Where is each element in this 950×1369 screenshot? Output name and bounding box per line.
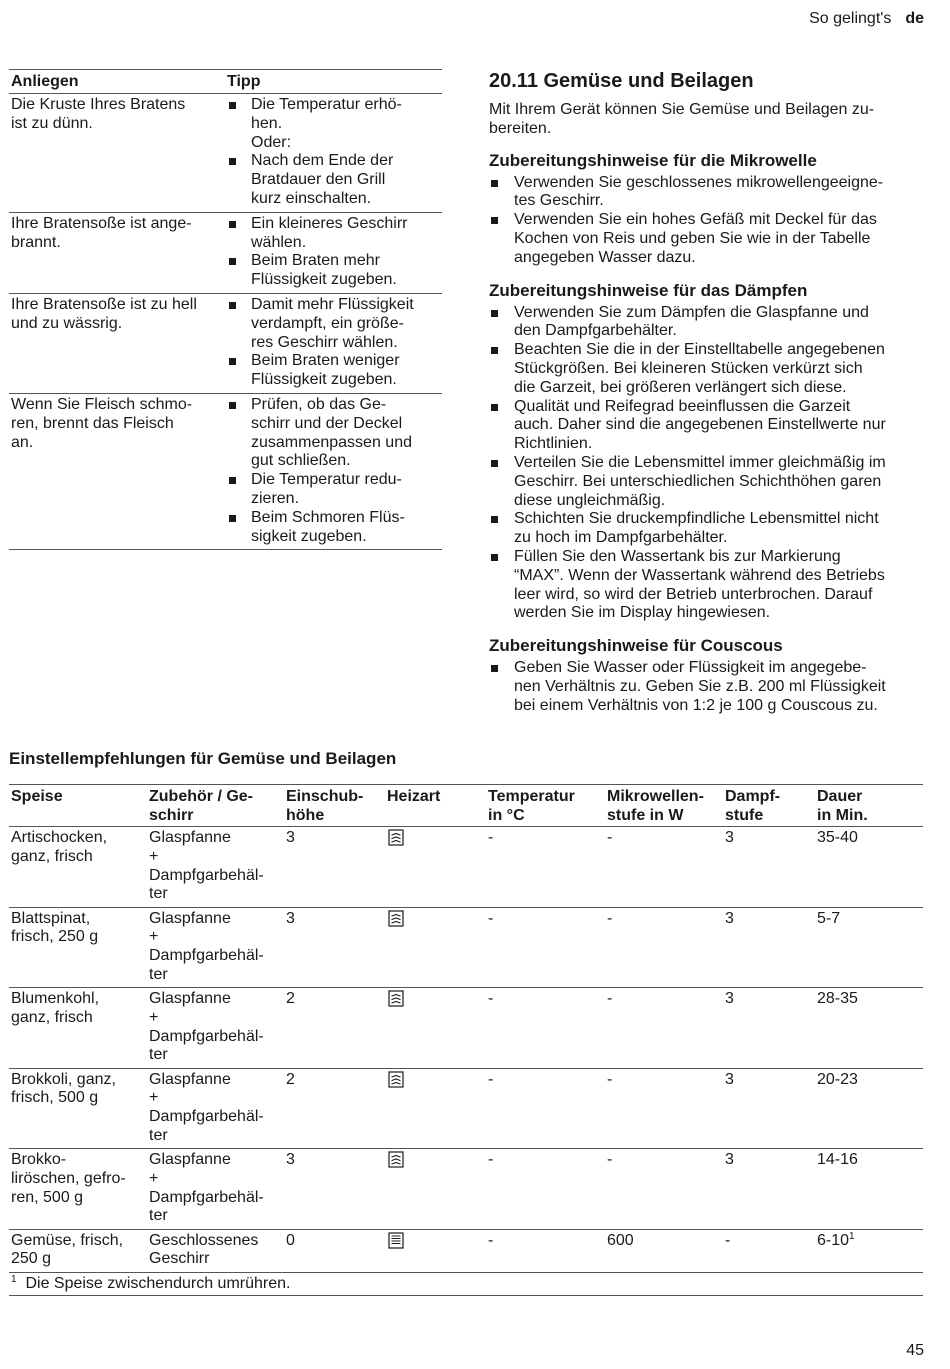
- text-line: in °C: [488, 806, 525, 824]
- level-cell: 2: [286, 1070, 295, 1088]
- tip-item: [227, 509, 442, 547]
- temperature-cell: -: [488, 1070, 494, 1088]
- tip-item: [227, 152, 442, 208]
- tips-issue-cell: [9, 96, 227, 209]
- text-line: Verteilen Sie die Lebensmittel immer gleichmäßig im: [514, 453, 886, 471]
- accessory-cell: [147, 990, 284, 1068]
- tips-row: [9, 213, 442, 294]
- heating-mode-cell: [385, 1071, 486, 1149]
- microwave-level-cell: -: [607, 990, 613, 1007]
- tips-issue-cell: [9, 215, 227, 290]
- text-line: liröschen, gefro-: [11, 1169, 126, 1187]
- level-cell: 2: [286, 990, 295, 1007]
- steam-level-cell: 3: [725, 1070, 734, 1088]
- heating-mode-cell: [385, 990, 486, 1068]
- tips-tip-list: [227, 215, 442, 290]
- table-row: [9, 908, 923, 989]
- text-line: Kochen von Reis und geben Sie wie in der Tabelle: [514, 229, 871, 247]
- text-line: schirr und der Deckel: [251, 414, 403, 432]
- text-line: den Dampfgarbehälter.: [514, 322, 677, 340]
- text-line: Blattspinat,: [11, 909, 91, 927]
- text-line: gut schließen.: [251, 452, 351, 470]
- vegetables-section: [489, 69, 929, 729]
- text-line: frisch, 500 g: [11, 1089, 99, 1107]
- text-line: Bratdauer den Grill: [251, 171, 386, 189]
- text-line: Gemüse, frisch,: [11, 1231, 124, 1249]
- tip-item: [227, 252, 442, 290]
- text-line: Qualität und Reifegrad beeinflussen die Garzeit: [514, 397, 851, 415]
- steam-icon: [388, 910, 404, 927]
- tips-table-header: [9, 70, 442, 94]
- text-line: Richtlinien.: [514, 435, 593, 453]
- column-header: [385, 788, 486, 826]
- text-line: wählen.: [251, 233, 307, 251]
- text-line: kurz einschalten.: [251, 189, 372, 207]
- text-line: Glaspfanne: [149, 1151, 231, 1168]
- steam-level-cell: -: [725, 1231, 731, 1249]
- steam-icon: [388, 829, 404, 846]
- text-line: brannt.: [11, 233, 61, 251]
- text-line: Die Temperatur redu-: [251, 471, 402, 489]
- page-number: 45: [906, 1342, 924, 1360]
- microwave-hints-list: [489, 174, 929, 268]
- tips-issue-cell: [9, 396, 227, 546]
- text-line: an.: [11, 433, 34, 451]
- microwave-level-cell: 600: [607, 1231, 634, 1249]
- text-line: Geschirr. Bei unterschiedlichen Schichthöhen garen: [514, 472, 882, 490]
- steam-level-cell: 3: [725, 990, 734, 1007]
- text-line: und zu wässrig.: [11, 314, 123, 332]
- text-line: stufe in W: [607, 806, 684, 824]
- text-line: Mikrowellen-: [607, 788, 704, 805]
- text-line: +: [149, 1169, 159, 1187]
- microwave-level-cell: -: [607, 1070, 613, 1088]
- accessory-cell: [147, 1151, 284, 1229]
- tips-row: [9, 294, 442, 394]
- column-header: [723, 788, 815, 826]
- column-header: [147, 788, 284, 826]
- text-line: Nach dem Ende der: [251, 152, 394, 170]
- couscous-hints-list: [489, 659, 929, 715]
- text-line: Glaspfanne: [149, 829, 231, 846]
- text-line: ren, brennt das Fleisch: [11, 414, 174, 432]
- duration-cell: [815, 910, 923, 988]
- text-line: +: [149, 928, 159, 946]
- settings-table-title: Einstellempfehlungen für Gemüse und Beilagen: [9, 749, 397, 768]
- text-line: Einschub-: [286, 788, 364, 805]
- accessory-cell: [147, 829, 284, 907]
- level-cell: 3: [286, 909, 295, 927]
- text-line: Füllen Sie den Wassertank bis zur Markierung: [514, 547, 841, 565]
- table-row: [9, 1069, 923, 1150]
- text-line: höhe: [286, 806, 325, 824]
- column-header: [486, 788, 605, 826]
- text-line: Die Temperatur erhö-: [251, 96, 402, 113]
- hint-item: [489, 304, 929, 342]
- duration-cell: [815, 1232, 923, 1272]
- text-line: Glaspfanne: [149, 990, 231, 1007]
- microwave-icon: [388, 1232, 404, 1249]
- temperature-cell: -: [488, 909, 494, 927]
- steam-level-cell: 3: [725, 909, 734, 927]
- text-line: Stückgrößen. Bei kleineren Stücken verkürzt sich: [514, 359, 863, 377]
- table-row: [9, 1230, 923, 1273]
- text-line: ter: [149, 1126, 168, 1144]
- text-line: auch. Daher sind die angegebenen Einstellwerte nur: [514, 416, 886, 434]
- text-line: Geschirr: [149, 1250, 210, 1268]
- text-line: Prüfen, ob das Ge-: [251, 395, 387, 413]
- text-line: in Min.: [817, 806, 868, 824]
- text-line: Brokko-: [11, 1151, 67, 1168]
- text-line: Dampfgarbehäl-: [149, 1188, 264, 1206]
- column-header: [815, 788, 923, 826]
- text-line: bei einem Verhältnis von 1:2 je 100 g Couscous zu.: [514, 696, 878, 714]
- food-cell: [9, 1071, 147, 1149]
- food-cell: [9, 1151, 147, 1229]
- duration-value: 14-16: [817, 1151, 858, 1168]
- text-line: sigkeit zugeben.: [251, 527, 367, 545]
- steam-hints-list: [489, 304, 929, 624]
- accessory-cell: [147, 910, 284, 988]
- text-line: frisch, 250 g: [11, 928, 99, 946]
- level-cell: 0: [286, 1231, 295, 1249]
- text-line: Dampfgarbehäl-: [149, 1108, 264, 1126]
- text-line: Verwenden Sie zum Dämpfen die Glaspfanne und: [514, 303, 869, 321]
- level-cell: 3: [286, 1151, 295, 1168]
- text-line: diese ungleichmäßig.: [514, 491, 666, 509]
- text-line: verdampft, ein größe-: [251, 314, 404, 332]
- temperature-cell: -: [488, 990, 494, 1007]
- text-line: Ihre Bratensoße ist ange-: [11, 214, 192, 232]
- column-header: [284, 788, 385, 826]
- duration-cell: [815, 990, 923, 1068]
- heating-mode-cell: [385, 1232, 486, 1272]
- text-line: +: [149, 847, 159, 865]
- text-line: stufe: [725, 806, 764, 824]
- table-footnote: [9, 1273, 923, 1297]
- steam-hints-title: Zubereitungshinweise für das Dämpfen: [489, 280, 808, 300]
- text-line: Dampf-: [725, 788, 781, 805]
- text-line: ist zu dünn.: [11, 114, 93, 132]
- text-line: Dampfgarbehäl-: [149, 866, 264, 884]
- text-line: ter: [149, 885, 168, 903]
- duration-value: 28-35: [817, 990, 858, 1007]
- tip-item: [227, 296, 442, 352]
- level-cell: 3: [286, 829, 295, 846]
- duration-cell: [815, 829, 923, 907]
- steam-icon: [388, 1071, 404, 1088]
- text-line: ter: [149, 1207, 168, 1225]
- text-line: hen.: [251, 114, 283, 132]
- microwave-level-cell: -: [607, 1151, 613, 1168]
- section-intro: [489, 101, 929, 139]
- text-line: “MAX”. Wenn der Wassertank während des Betriebs: [514, 566, 885, 584]
- tips-col-issue: Anliegen: [11, 73, 79, 90]
- text-line: +: [149, 1089, 159, 1107]
- text-line: Glaspfanne: [149, 909, 231, 927]
- settings-table-header: [9, 785, 923, 827]
- temperature-cell: -: [488, 1151, 494, 1168]
- text-line: Beim Braten weniger: [251, 352, 400, 370]
- header-language: de: [905, 10, 924, 27]
- text-line: Artischocken,: [11, 829, 108, 846]
- page-header: [809, 10, 924, 29]
- hint-item: [489, 341, 929, 397]
- tips-tip-list: [227, 96, 442, 209]
- tip-item: [227, 96, 442, 152]
- text-line: Schichten Sie druckempfindliche Lebensmittel nicht: [514, 510, 879, 528]
- duration-value: 20-23: [817, 1070, 858, 1088]
- steam-icon: [388, 1151, 404, 1168]
- text-line: Temperatur: [488, 788, 575, 805]
- heating-mode-cell: [385, 829, 486, 907]
- tip-item: [227, 215, 442, 253]
- text-line: nen Verhältnis zu. Geben Sie z.B. 200 ml Flüssigkeit: [514, 677, 886, 695]
- steam-icon: [388, 990, 404, 1007]
- food-cell: [9, 910, 147, 988]
- temperature-cell: -: [488, 829, 494, 846]
- text-line: leer wird, so wird der Betrieb unterbrochen. Darauf: [514, 585, 873, 603]
- temperature-cell: -: [488, 1231, 494, 1249]
- microwave-hints-title: Zubereitungshinweise für die Mikrowelle: [489, 150, 817, 170]
- text-line: Heizart: [387, 788, 441, 805]
- text-line: zu hoch im Dampfgarbehälter.: [514, 529, 728, 547]
- text-line: Glaspfanne: [149, 1070, 231, 1088]
- text-line: Beim Schmoren Flüs-: [251, 508, 405, 526]
- duration-value: 5-7: [817, 909, 841, 927]
- header-section-title: So gelingt's: [809, 10, 892, 27]
- tips-row: [9, 394, 442, 550]
- hint-item: [489, 398, 929, 454]
- tips-row: [9, 94, 442, 213]
- text-line: ganz, frisch: [11, 1008, 93, 1026]
- table-row: [9, 988, 923, 1069]
- text-line: tes Geschirr.: [514, 192, 604, 210]
- text-line: schirr: [149, 806, 194, 824]
- microwave-level-cell: -: [607, 909, 613, 927]
- text-line: Verwenden Sie ein hohes Gefäß mit Deckel für das: [514, 211, 877, 229]
- text-line: zieren.: [251, 489, 300, 507]
- tips-issue-cell: [9, 296, 227, 390]
- tip-item: [227, 396, 442, 471]
- accessory-cell: [147, 1232, 284, 1272]
- tips-tip-list: [227, 296, 442, 390]
- text-line: Ihre Bratensoße ist zu hell: [11, 295, 197, 313]
- duration-value: 35-40: [817, 829, 858, 846]
- food-cell: [9, 1232, 147, 1272]
- text-line: werden Sie im Display hingewiesen.: [514, 604, 771, 622]
- footnote-mark: 1: [11, 1273, 17, 1285]
- text-line: ter: [149, 965, 168, 983]
- footnote-ref: 1: [849, 1230, 855, 1242]
- text-line: +: [149, 1008, 159, 1026]
- heating-mode-cell: [385, 910, 486, 988]
- text-line: Dauer: [817, 788, 863, 805]
- text-line: Oder:: [251, 133, 292, 151]
- steam-level-cell: 3: [725, 829, 734, 846]
- text-line: Ein kleineres Geschirr: [251, 214, 408, 232]
- tips-col-tip: Tipp: [227, 73, 261, 90]
- hint-item: [489, 454, 929, 510]
- accessory-cell: [147, 1071, 284, 1149]
- food-cell: [9, 829, 147, 907]
- text-line: res Geschirr wählen.: [251, 333, 398, 351]
- text-line: Verwenden Sie geschlossenes mikrowellengeeigne-: [514, 173, 884, 191]
- tips-table: [9, 69, 442, 550]
- table-row: [9, 827, 923, 908]
- duration-cell: [815, 1151, 923, 1229]
- text-line: die Garzeit, bei größeren verlängert sich diese.: [514, 378, 847, 396]
- microwave-level-cell: -: [607, 829, 613, 846]
- text-line: bereiten.: [489, 119, 552, 137]
- text-line: Beachten Sie die in der Einstelltabelle angegebenen: [514, 341, 885, 359]
- text-line: angegeben Wasser dazu.: [514, 248, 696, 266]
- heating-mode-cell: [385, 1151, 486, 1229]
- text-line: ren, 500 g: [11, 1188, 84, 1206]
- tip-item: [227, 352, 442, 390]
- text-line: ter: [149, 1046, 168, 1064]
- text-line: Damit mehr Flüssigkeit: [251, 295, 414, 313]
- tip-item: [227, 471, 442, 509]
- text-line: Geschlossenes: [149, 1231, 259, 1249]
- text-line: Wenn Sie Fleisch schmo-: [11, 395, 193, 413]
- text-line: Speise: [11, 788, 63, 805]
- table-row: [9, 1149, 923, 1230]
- column-header: [605, 788, 723, 826]
- text-line: Flüssigkeit zugeben.: [251, 371, 397, 389]
- hint-item: [489, 510, 929, 548]
- text-line: Beim Braten mehr: [251, 252, 380, 270]
- text-line: ganz, frisch: [11, 847, 93, 865]
- text-line: Blumenkohl,: [11, 990, 100, 1007]
- section-title: 20.11 Gemüse und Beilagen: [489, 70, 754, 92]
- column-header: [9, 788, 147, 826]
- hint-item: [489, 211, 929, 267]
- food-cell: [9, 990, 147, 1068]
- text-line: 250 g: [11, 1250, 52, 1268]
- text-line: Zubehör / Ge-: [149, 788, 253, 805]
- text-line: Flüssigkeit zugeben.: [251, 271, 397, 289]
- footnote-text: Die Speise zwischendurch umrühren.: [25, 1274, 291, 1292]
- duration-cell: [815, 1071, 923, 1149]
- settings-table: [9, 784, 923, 1296]
- text-line: Dampfgarbehäl-: [149, 947, 264, 965]
- text-line: Dampfgarbehäl-: [149, 1027, 264, 1045]
- steam-level-cell: 3: [725, 1151, 734, 1168]
- text-line: Mit Ihrem Gerät können Sie Gemüse und Beilagen zu-: [489, 101, 875, 118]
- tips-tip-list: [227, 396, 442, 546]
- hint-item: [489, 659, 929, 715]
- text-line: Geben Sie Wasser oder Flüssigkeit im angegebe-: [514, 659, 867, 677]
- text-line: Die Kruste Ihres Bratens: [11, 96, 186, 113]
- text-line: zusammenpassen und: [251, 433, 412, 451]
- couscous-hints-title: Zubereitungshinweise für Couscous: [489, 636, 783, 656]
- text-line: Brokkoli, ganz,: [11, 1070, 116, 1088]
- duration-value: 6-10: [817, 1231, 850, 1249]
- hint-item: [489, 548, 929, 623]
- hint-item: [489, 174, 929, 212]
